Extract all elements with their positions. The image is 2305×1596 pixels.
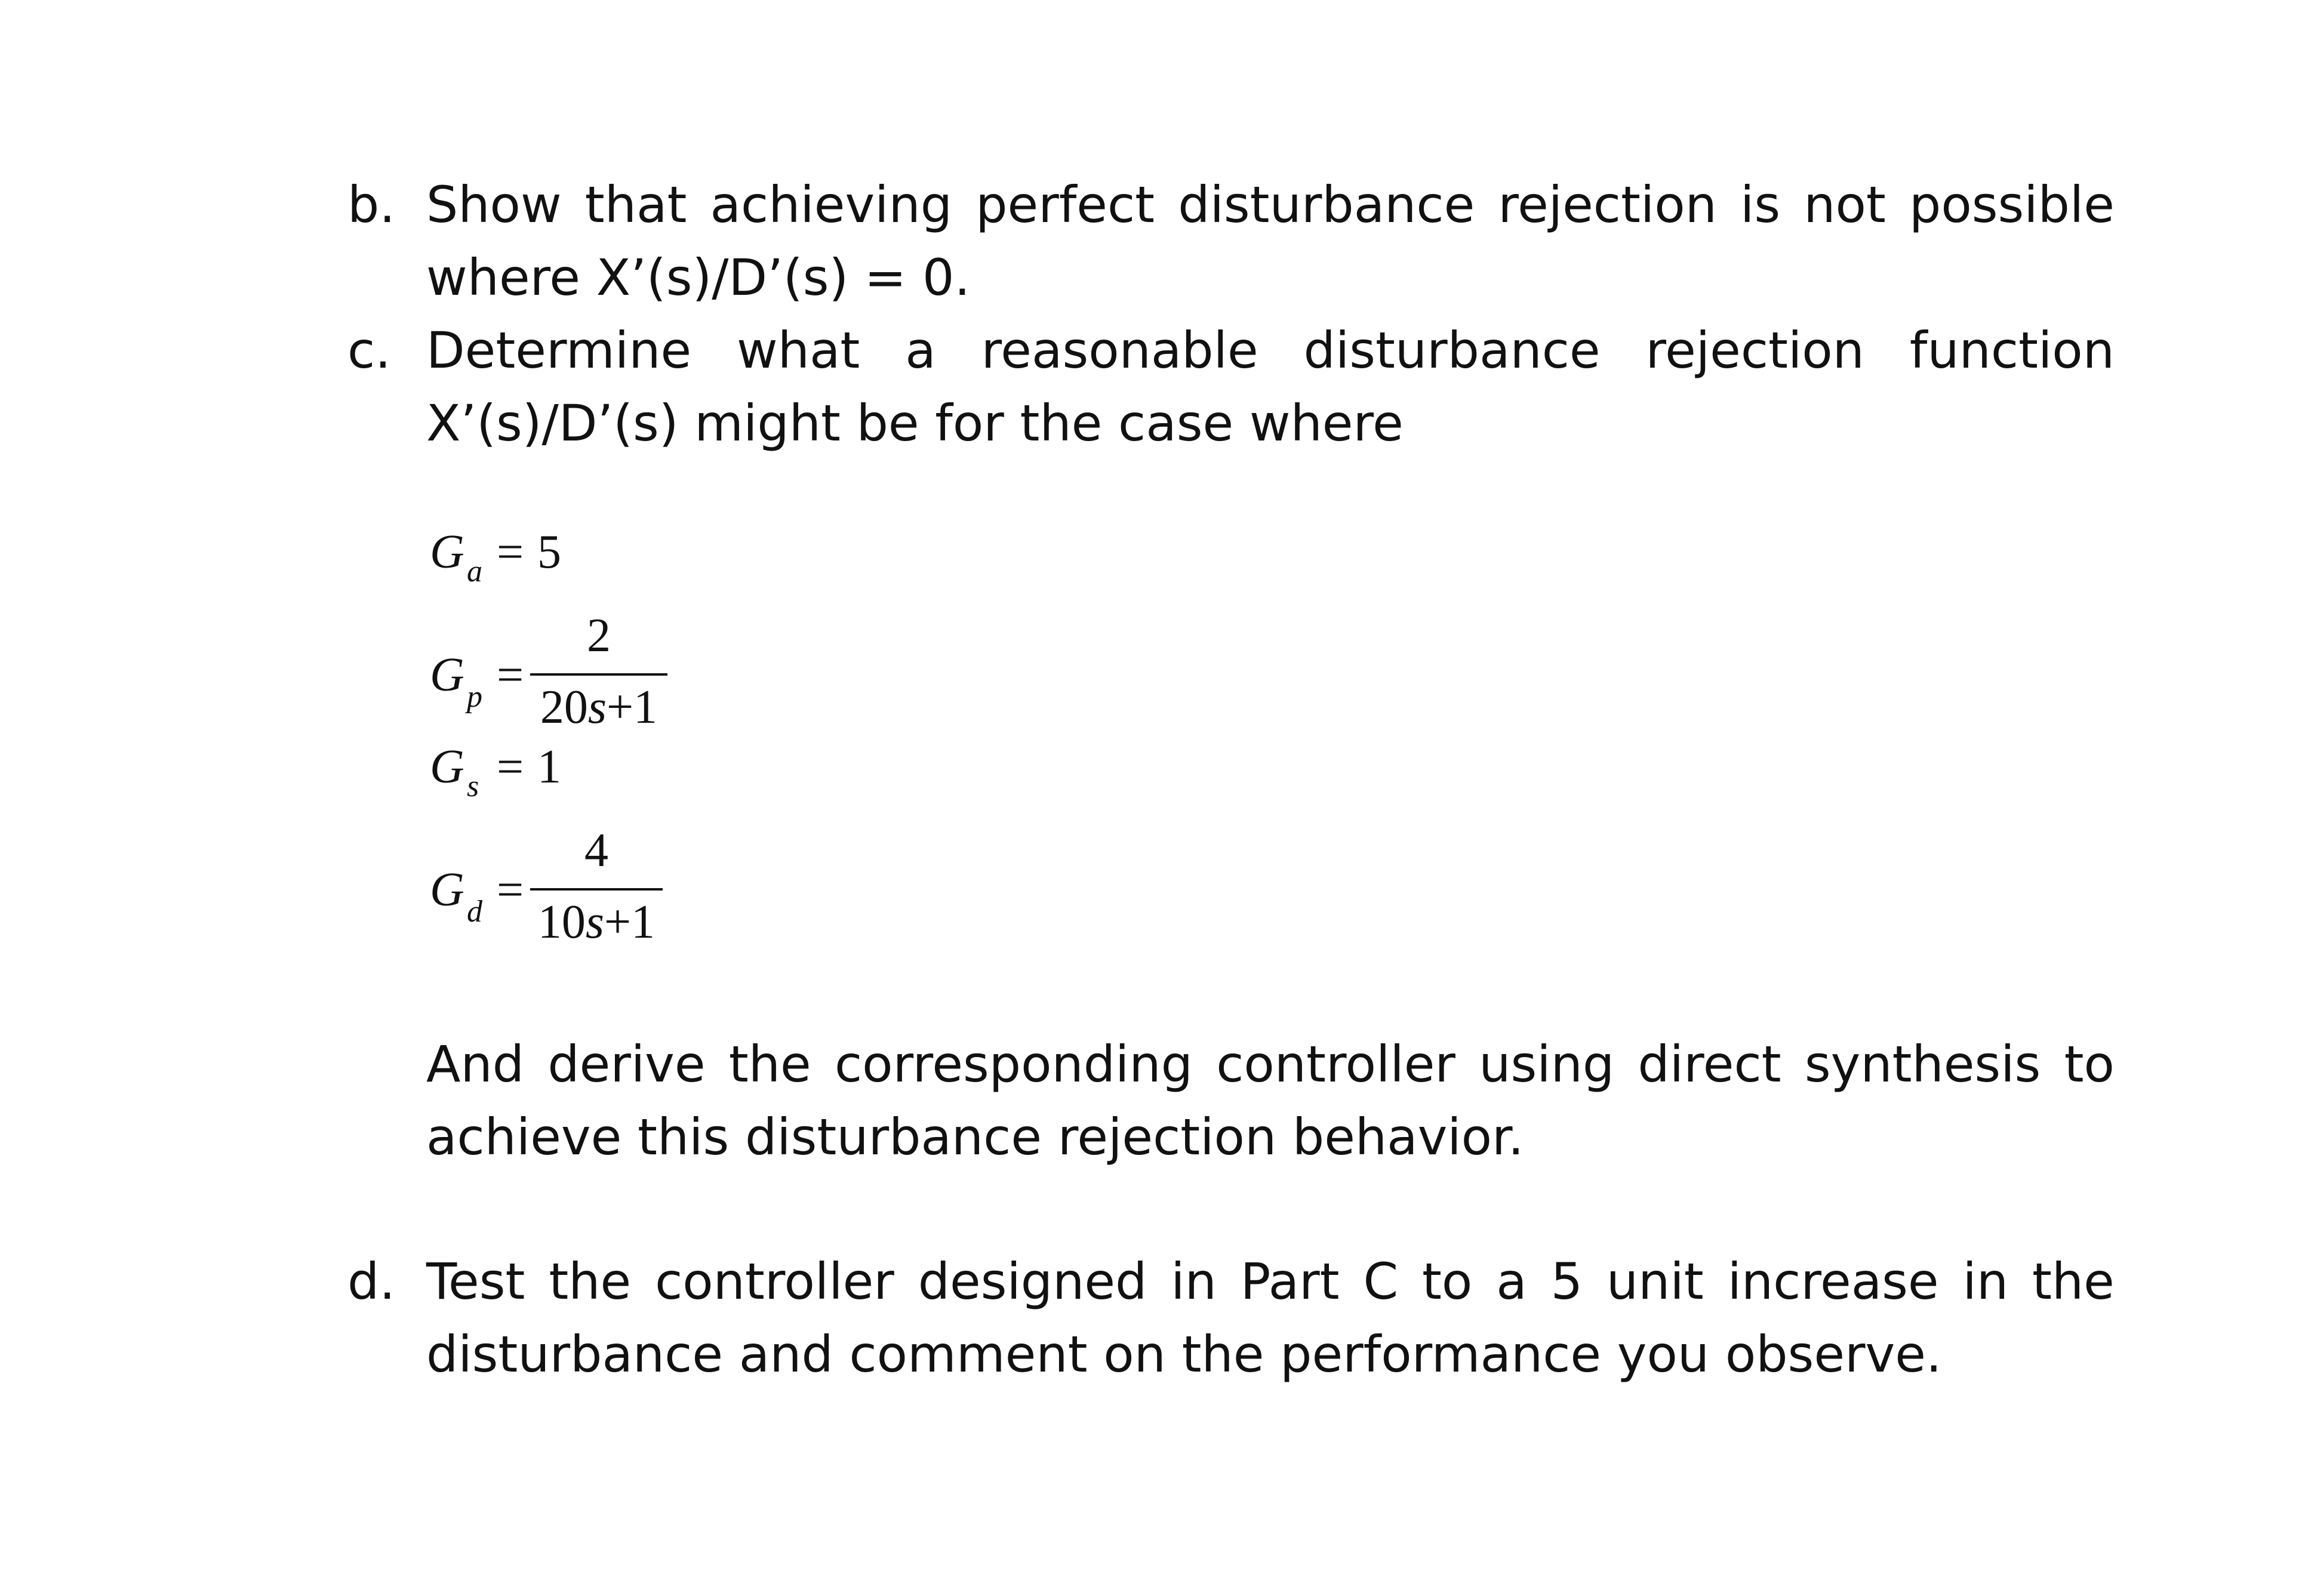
equation-gs xyxy=(430,740,669,818)
item-b-word: not xyxy=(1804,175,1886,234)
item-c-word: Determine xyxy=(426,321,692,380)
equation-gp xyxy=(430,609,740,746)
equation-gp-equals: = xyxy=(497,649,524,701)
item-c-followup-word: And xyxy=(426,1035,525,1093)
item-d xyxy=(347,1245,2115,1394)
item-b-line-2: where X’(s)/D’(s) = 0. xyxy=(426,248,971,307)
item-c xyxy=(347,314,2115,463)
item-d-word: Test xyxy=(426,1252,525,1311)
item-c-marker: c. xyxy=(347,321,391,380)
equation-gd-subscript: d xyxy=(467,895,482,929)
item-c-word: what xyxy=(737,321,860,380)
item-d-word: the xyxy=(549,1252,632,1311)
item-d-word: Part xyxy=(1240,1252,1340,1311)
equation-gp-den-var: s xyxy=(587,681,607,734)
item-b-word: Show xyxy=(426,175,562,234)
equation-gs-equals: = xyxy=(497,741,524,793)
item-b-word: achieving xyxy=(710,175,953,234)
item-d-word: the xyxy=(2032,1252,2115,1311)
item-d-word: 5 xyxy=(1550,1252,1583,1311)
item-c-word: a xyxy=(905,321,936,380)
equation-gp-den-rest: +1 xyxy=(607,681,658,734)
item-d-word: in xyxy=(1171,1252,1217,1311)
item-c-text xyxy=(426,314,2115,460)
item-b-word: disturbance xyxy=(1178,175,1475,234)
equation-gd-numerator: 4 xyxy=(584,824,608,877)
equation-ga xyxy=(430,525,669,603)
item-d-word: C xyxy=(1363,1252,1399,1311)
item-c-followup-word: using xyxy=(1479,1035,1615,1093)
item-c-followup-line-2: achieve this disturbance rejection behavior. xyxy=(426,1108,1524,1166)
item-b-line-1 xyxy=(426,168,2115,241)
item-c-followup xyxy=(347,1028,2115,1177)
item-c-followup-word: synthesis xyxy=(1804,1035,2041,1093)
item-b xyxy=(347,168,2115,318)
item-d-word: a xyxy=(1496,1252,1527,1311)
item-c-followup-line-1 xyxy=(426,1028,2115,1101)
equation-gd-denominator xyxy=(530,895,663,950)
item-d-word: in xyxy=(1962,1252,2009,1311)
item-c-followup-word: to xyxy=(2064,1035,2115,1093)
item-b-word: possible xyxy=(1909,175,2115,234)
equation-gd-fraction-bar xyxy=(530,888,663,891)
item-b-word: that xyxy=(584,175,687,234)
item-b-marker: b. xyxy=(347,175,396,234)
item-d-word: to xyxy=(1421,1252,1473,1311)
item-d-line-1 xyxy=(426,1245,2115,1318)
item-d-line-2: disturbance and comment on the performance you observe. xyxy=(426,1325,1942,1384)
equation-ga-value: 5 xyxy=(537,526,561,578)
item-c-followup-word: derive xyxy=(547,1035,706,1093)
equation-gd-symbol: G xyxy=(430,864,464,916)
item-d-word: increase xyxy=(1727,1252,1939,1311)
item-d-word: designed xyxy=(918,1252,1147,1311)
item-c-followup-word: corresponding xyxy=(835,1035,1193,1093)
item-b-word: rejection xyxy=(1498,175,1717,234)
equation-gd-den-var: s xyxy=(585,896,604,948)
item-b-word: is xyxy=(1740,175,1781,234)
equation-ga-symbol: G xyxy=(430,526,464,578)
equation-gd xyxy=(430,824,740,961)
item-d-word: unit xyxy=(1606,1252,1704,1311)
item-c-followup-word: the xyxy=(728,1035,811,1093)
equation-gs-symbol: G xyxy=(430,741,464,793)
equation-gd-den-rest: +1 xyxy=(604,896,656,948)
item-d-marker: d. xyxy=(347,1252,396,1311)
equation-gp-numerator: 2 xyxy=(587,609,611,662)
equation-gs-value: 1 xyxy=(537,741,561,793)
item-d-text xyxy=(426,1245,2115,1391)
item-c-word: reasonable xyxy=(981,321,1258,380)
equation-gp-fraction-bar xyxy=(530,673,667,676)
item-b-text xyxy=(426,168,2115,314)
item-c-word: function xyxy=(1909,321,2115,380)
item-c-followup-word: controller xyxy=(1216,1035,1455,1093)
item-c-word: rejection xyxy=(1645,321,1864,380)
equation-ga-equals: = xyxy=(497,526,524,578)
item-d-word: controller xyxy=(655,1252,894,1311)
item-c-followup-word: direct xyxy=(1638,1035,1781,1093)
item-c-followup-text xyxy=(426,1028,2115,1173)
item-b-word: perfect xyxy=(975,175,1155,234)
equation-ga-subscript: a xyxy=(467,554,482,589)
equation-gp-symbol: G xyxy=(430,649,464,701)
item-c-line-2: X’(s)/D’(s) might be for the case where xyxy=(426,394,1404,452)
equation-gd-equals: = xyxy=(497,864,524,916)
equation-gp-den-coef: 20 xyxy=(540,681,588,734)
equation-gd-den-coef: 10 xyxy=(537,896,586,948)
item-c-line-1 xyxy=(426,314,2115,387)
equation-gp-denominator xyxy=(530,680,667,735)
equation-gp-subscript: p xyxy=(467,680,482,714)
equation-gs-subscript: s xyxy=(467,769,479,803)
item-c-word: disturbance xyxy=(1303,321,1601,380)
